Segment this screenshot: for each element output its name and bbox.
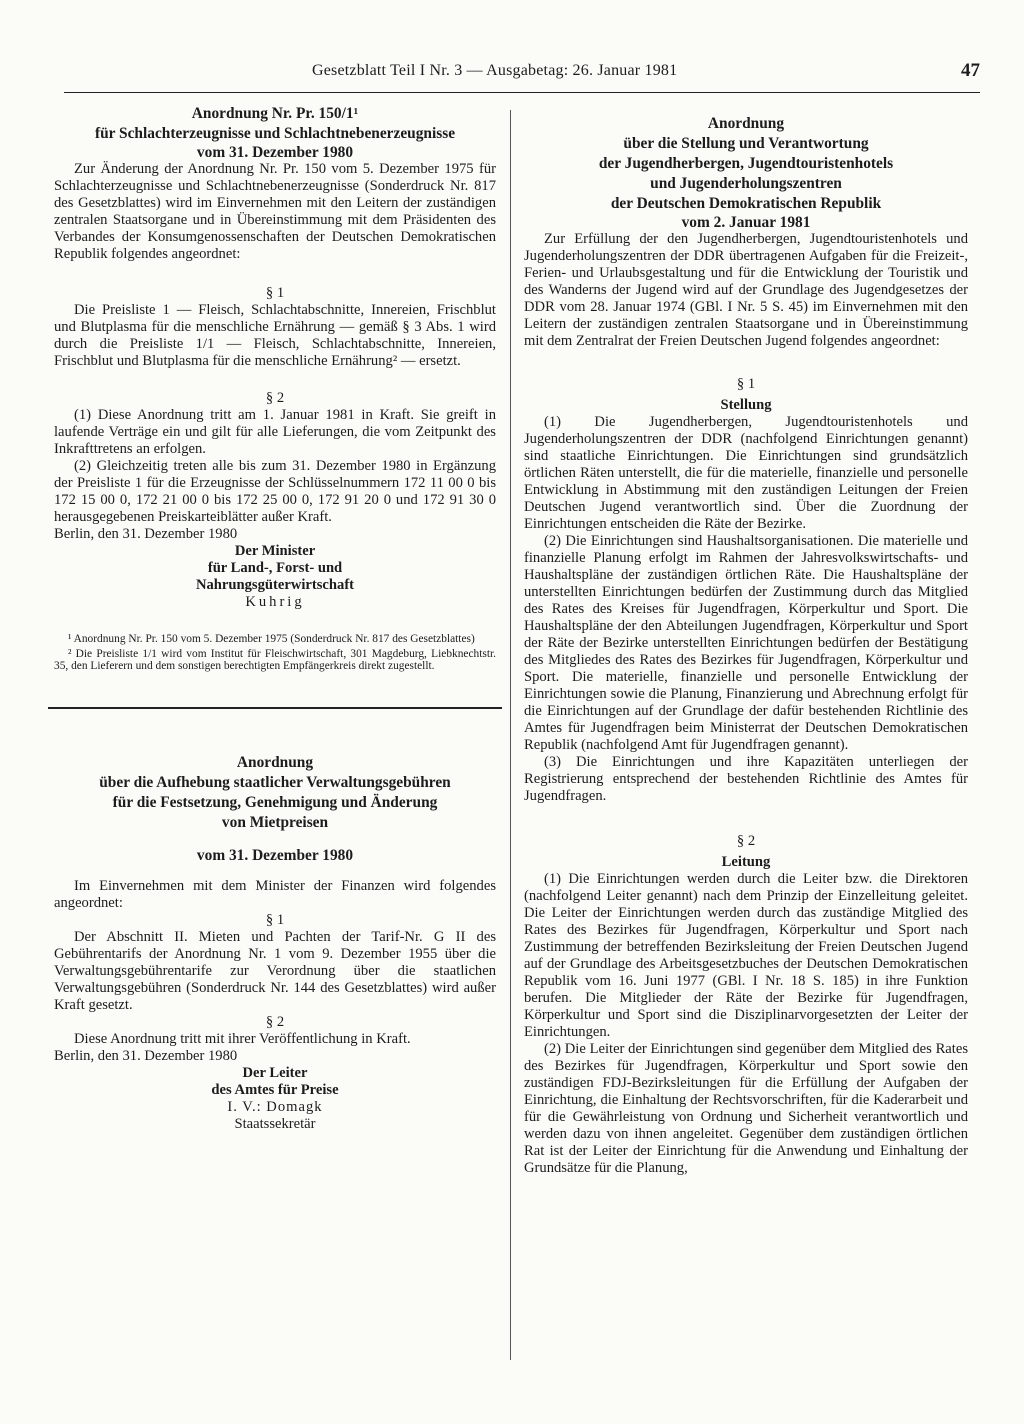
section-heading: § 1 xyxy=(265,911,285,928)
ordinance-title-line: der Deutschen Demokratischen Republik xyxy=(610,195,882,212)
ordinance-title-line: über die Aufhebung staatlicher Verwaltungsgebühren xyxy=(99,773,451,791)
ordinance-intro: Zur Änderung der Anordnung Nr. Pr. 150 vom 5. Dezember 1975 für Schlachterzeugnisse und Schlachtnebenerzeugnisse (Sonderdruck Nr. 817 des Gesetzblattes) wird im Einvernehmen mit den Leitern der zuständigen zentralen Staatsorgane und in Übereinstimmung mit dem Präsidenten des Verbandes der Konsumgenossenschaften der Deutschen Demokratischen Republik folgendes angeordnet: xyxy=(54,161,496,262)
section-paragraph: (2) Gleichzeitig treten alle bis zum 31. Dezember 1980 in Ergänzung der Preisliste 1 für die Erzeugnisse der Schlüsselnummern 172 11 00 0 bis 172 15 00 0, 172 21 00 0 bis 172 25 00 0, 172 91 20 0 und 172 91 30 0 herausgegebenen Preiskarteiblätter außer Kraft. xyxy=(54,458,496,525)
ordinance-title-line: für Schlachterzeugnisse und Schlachtnebenerzeugnisse xyxy=(94,125,456,142)
section-paragraph: (3) Die Einrichtungen und ihre Kapazitäten unterliegen der Registrierung entsprechend der bestehenden Richtlinie des Amtes für Jugendfragen. xyxy=(524,754,968,804)
footnote: ¹ Anordnung Nr. Pr. 150 vom 5. Dezember 1975 (Sonderdruck Nr. 817 des Gesetzblattes) xyxy=(68,633,475,645)
left-column xyxy=(54,104,496,1133)
signer-title-line: Nahrungsgüterwirtschaft xyxy=(195,577,355,593)
ordinance-date: vom 2. Januar 1981 xyxy=(681,214,811,231)
place-date: Berlin, den 31. Dezember 1980 xyxy=(54,1047,238,1064)
ordinance-intro: Zur Erfüllung der den Jugendherbergen, Jugendtouristenhotels und Jugenderholungszentren der DDR übertragenen Aufgaben für die Freizeit-, Ferien- und Urlaubsgestaltung und für die Entwicklung der Touristik und des Wanderns der Jugend wird auf der Grundlage des Jugendgesetzes der DDR vom 28. Januar 1974 (GBl. I Nr. 5 S. 45) im Einvernehmen mit den Leitern der zuständigen zentralen Staatsorgane und in Übereinstimmung mit dem Zentralrat der Freien Deutschen Jugend folgendes angeordnet: xyxy=(524,231,968,349)
section-paragraph: (1) Die Einrichtungen werden durch die Leiter bzw. die Direktoren (nachfolgend Leiter genannt) nach dem Prinzip der Einzelleitung geleitet. Die Leiter der Einrichtungen werden durch das zuständige Mitglied des Rates des Bezirkes für Jugendfragen, Körperkultur und Sport nach Zustimmung der betreffenden Bezirksleitung der Freien Deutschen Jugend auf der Grundlage des Arbeitsgesetzbuches der Deutschen Demokratischen Republik vom 16. Juni 1977 (GBl. I Nr. 18 S. 185) in ihre Funktion berufen. Die Mitglieder der Räte der Bezirke für Jugendfragen, Körperkultur und Sport sind die Disziplinarvorgesetzten der Leiter der Einrichtungen. xyxy=(524,871,968,1040)
ordinance-youth-hostels xyxy=(524,114,968,1177)
section-paragraph: (2) Die Leiter der Einrichtungen sind gegenüber dem Mitglied des Rates des Bezirkes für Jugendfragen, Körperkultur und Sport sowie den zuständigen FDJ-Bezirksleitungen für die Erfüllung der Aufgaben der Einrichtung, die Einhaltung der Rechtsvorschriften, für die Kaderarbeit und für die Gewährleistung von Ordnung und Sicherheit verantwortlich und werden dazu von ihnen angeleitet. Gegenüber dem zuständigen örtlichen Rat ist der Leiter der Einrichtung für die Anwendung und Einhaltung der Grundsätze für die Planung, xyxy=(524,1041,968,1176)
ordinance-title-line: für die Festsetzung, Genehmigung und Änderung xyxy=(112,793,438,811)
ordinance-intro: Im Einvernehmen mit dem Minister der Finanzen wird folgendes angeordnet: xyxy=(54,877,496,911)
ordinance-title-line: Anordnung xyxy=(236,753,314,771)
page-number: 47 xyxy=(961,60,980,81)
ordinance-title-line: Anordnung xyxy=(707,115,785,132)
ordinance-rent-fees xyxy=(54,753,496,1133)
signer-name: I. V.: Domagk xyxy=(227,1098,323,1115)
ordinance-title-line: der Jugendherbergen, Jugendtouristenhotels xyxy=(598,155,894,172)
section-heading: § 2 xyxy=(265,1013,285,1030)
place-date: Berlin, den 31. Dezember 1980 xyxy=(54,526,238,542)
running-title: Gesetzblatt Teil I Nr. 3 — Ausgabetag: 26. Januar 1981 xyxy=(312,62,678,79)
section-heading: § 2 xyxy=(265,390,285,406)
signer-role: Staatssekretär xyxy=(234,1115,316,1132)
footnotes xyxy=(54,633,496,673)
column-divider xyxy=(510,110,511,1360)
signer-name: Kuhrig xyxy=(245,594,305,610)
section-title: Stellung xyxy=(720,397,772,413)
section-heading: § 1 xyxy=(265,285,285,301)
section-paragraph: (1) Diese Anordnung tritt am 1. Januar 1981 in Kraft. Sie greift in laufende Verträge ein und gilt für alle Lieferungen, die vom Zeitpunkt des Inkrafttretens an erfolgen. xyxy=(54,407,496,457)
section-text: Die Preisliste 1 — Fleisch, Schlachtabschnitte, Innereien, Frischblut und Blutplasma für die menschliche Ernährung — gemäß § 3 Abs. 1 wird durch die Preisliste 1/1 — Fleisch, Schlachtabschnitte, Innereien, Frischblut und Blutplasma für die menschliche Ernährung² — ersetzt. xyxy=(54,302,496,369)
section-heading: § 2 xyxy=(736,833,756,849)
signer-title-line: für Land-, Forst- und xyxy=(207,560,343,576)
section-text: Diese Anordnung tritt mit ihrer Veröffentlichung in Kraft. xyxy=(74,1030,411,1047)
ordinance-price-list xyxy=(54,104,496,673)
right-column xyxy=(524,114,968,1177)
section-text: Der Abschnitt II. Mieten und Pachten der Tarif-Nr. G II des Gebührentarifs der Anordnung Nr. 1 vom 9. Dezember 1955 über die Verwaltungsgebührentarife zur Verordnung über die staatlichen Verwaltungsgebühren (Sonderdruck Nr. 144 des Gesetzblattes) wird außer Kraft gesetzt. xyxy=(54,928,496,1013)
signer-title-line: des Amtes für Preise xyxy=(211,1081,339,1098)
ordinance-date: vom 31. Dezember 1980 xyxy=(196,846,354,864)
ordinance-title-line: und Jugenderholungszentren xyxy=(650,175,842,192)
signer-title-line: Der Leiter xyxy=(242,1064,308,1081)
footnote: ² Die Preisliste 1/1 wird vom Institut für Fleischwirtschaft, 301 Magdeburg, Liebknechtstr. 35, den Lieferern und dem sonstigen berechtigten Empfängerkreis direkt zugestellt. xyxy=(54,647,496,672)
ordinance-title-line: Anordnung Nr. Pr. 150/1¹ xyxy=(191,105,359,122)
signer-title-line: Der Minister xyxy=(234,543,316,559)
section-paragraph: (2) Die Einrichtungen sind Haushaltsorganisationen. Die materielle und finanzielle Planung erfolgt im Rahmen der Jahresvolkswirtschafts- und Haushaltspläne der zuständigen örtlichen Räte. Die Haushaltspläne der unterstellten Einrichtungen bedürfen der Zustimmung durch das Mitglied des Rates des Kreises für Jugendfragen, Körperkultur und Sport. Die Haushaltspläne der den Abteilungen Jugendfragen, Körperkultur und Sport der Räte der Bezirke unterstellten Einrichtungen bedürfen der Bestätigung des Mitgliedes des Rates des Bezirkes für Jugendfragen, Körperkultur und Sport. Die materielle, finanzielle und personelle Entwicklung der Einrichtungen sowie die Planung, Finanzierung und Abrechnung erfolgt für die Einrichtungen auf der Grundlage der dafür bestehenden Richtlinie des Amtes für Jugendfragen beim Ministerrat der Deutschen Demokratischen Republik (nachfolgend Amt für Jugendfragen genannt). xyxy=(524,533,968,753)
section-separator xyxy=(48,707,502,709)
section-paragraph: (1) Die Jugendherbergen, Jugendtouristenhotels und Jugenderholungszentren der DDR (nachfolgend Einrichtungen genannt) sind staatliche Einrichtungen. Die Einrichtungen sind grundsätzlich örtlichen Räten unterstellt, die für die materielle, finanzielle und personelle Entwicklung in Abstimmung mit den zuständigen Leitungen der Freien Deutschen Jugend verantwortlich sind. Über die Zuordnung der Einrichtungen entscheiden die Räte der Bezirke. xyxy=(524,414,968,532)
ordinance-title-line: von Mietpreisen xyxy=(221,813,329,831)
ordinance-title-line: über die Stellung und Verantwortung xyxy=(623,135,869,152)
section-heading: § 1 xyxy=(736,376,756,392)
page-header xyxy=(64,62,980,93)
ordinance-date: vom 31. Dezember 1980 xyxy=(196,144,354,161)
section-title: Leitung xyxy=(721,854,771,870)
